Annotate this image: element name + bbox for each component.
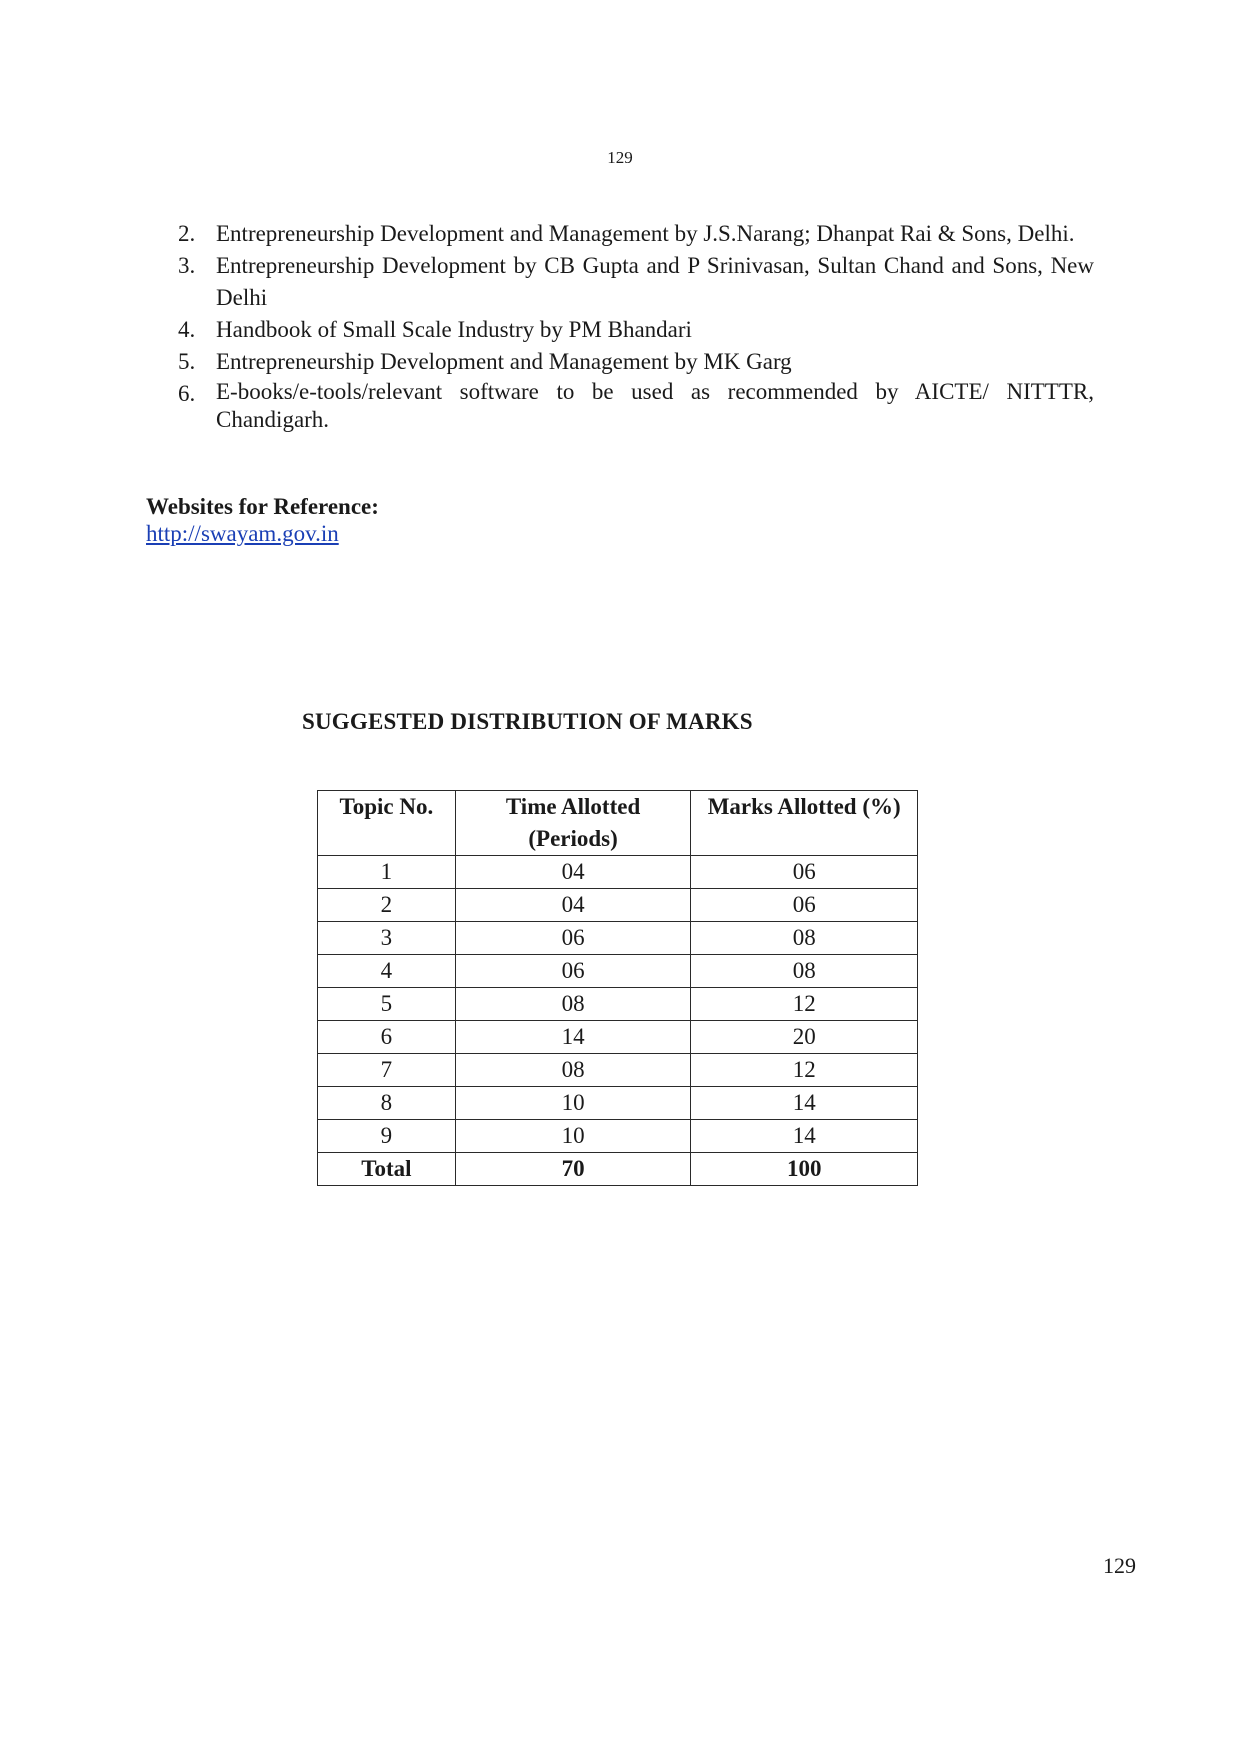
table-row [318, 1021, 918, 1054]
reference-text: Handbook of Small Scale Industry by PM Bhandari [216, 317, 692, 342]
cell-time: 04 [455, 856, 691, 889]
header-marks-allotted: Marks Allotted (%) [691, 791, 918, 856]
reference-item [178, 218, 1094, 250]
cell-time: 06 [455, 922, 691, 955]
table-row [318, 1120, 918, 1153]
table-row [318, 1087, 918, 1120]
cell-total-marks: 100 [691, 1153, 918, 1186]
cell-time: 14 [455, 1021, 691, 1054]
table-row [318, 988, 918, 1021]
reference-number: 2. [178, 221, 196, 246]
cell-marks: 14 [691, 1087, 918, 1120]
table-row [318, 955, 918, 988]
cell-topic: 6 [318, 1021, 456, 1054]
reference-item [178, 314, 1094, 346]
cell-marks: 06 [691, 889, 918, 922]
header-time-allotted: Time Allotted (Periods) [455, 791, 691, 856]
cell-marks: 20 [691, 1021, 918, 1054]
cell-time: 10 [455, 1120, 691, 1153]
cell-topic: 1 [318, 856, 456, 889]
reference-number: 6. [178, 381, 196, 406]
marks-distribution-table [317, 790, 918, 1186]
cell-marks: 06 [691, 856, 918, 889]
table-row [318, 1054, 918, 1087]
websites-heading: Websites for Reference: [146, 494, 379, 519]
reference-text: Entrepreneurship Development and Management by MK Garg [216, 349, 792, 374]
cell-marks: 12 [691, 988, 918, 1021]
cell-topic: 2 [318, 889, 456, 922]
table-header-row [318, 791, 918, 856]
cell-marks: 12 [691, 1054, 918, 1087]
page-number-top: 129 [607, 148, 633, 167]
reference-number: 3. [178, 253, 196, 278]
table-row [318, 889, 918, 922]
cell-marks: 08 [691, 955, 918, 988]
reference-number: 5. [178, 349, 196, 374]
reference-text: Entrepreneurship Development and Management by J.S.Narang; Dhanpat Rai & Sons, Delhi. [216, 221, 1075, 246]
cell-marks: 08 [691, 922, 918, 955]
cell-topic: 3 [318, 922, 456, 955]
reference-list [178, 218, 1094, 434]
header-topic-no: Topic No. [318, 791, 456, 856]
cell-marks: 14 [691, 1120, 918, 1153]
reference-item [178, 250, 1094, 314]
cell-time: 04 [455, 889, 691, 922]
reference-text: E-books/e-tools/relevant software to be used as recommended by AICTE/ NITTTR, Chandigarh. [216, 379, 1094, 432]
table-row [318, 856, 918, 889]
marks-table-title: SUGGESTED DISTRIBUTION OF MARKS [302, 709, 753, 734]
cell-time: 08 [455, 988, 691, 1021]
cell-topic: 9 [318, 1120, 456, 1153]
cell-topic: 7 [318, 1054, 456, 1087]
swayam-link[interactable]: http://swayam.gov.in [146, 521, 339, 546]
cell-topic: 5 [318, 988, 456, 1021]
cell-topic: 4 [318, 955, 456, 988]
table-row [318, 922, 918, 955]
table-total-row [318, 1153, 918, 1186]
cell-total-label: Total [318, 1153, 456, 1186]
cell-topic: 8 [318, 1087, 456, 1120]
cell-time: 06 [455, 955, 691, 988]
reference-number: 4. [178, 317, 196, 342]
cell-time: 08 [455, 1054, 691, 1087]
reference-text: Entrepreneurship Development by CB Gupta and P Srinivasan, Sultan Chand and Sons, New Delhi [216, 253, 1094, 310]
reference-item [178, 378, 1094, 434]
cell-time: 10 [455, 1087, 691, 1120]
cell-total-time: 70 [455, 1153, 691, 1186]
page-number-bottom: 129 [1103, 1553, 1136, 1578]
reference-item [178, 346, 1094, 378]
